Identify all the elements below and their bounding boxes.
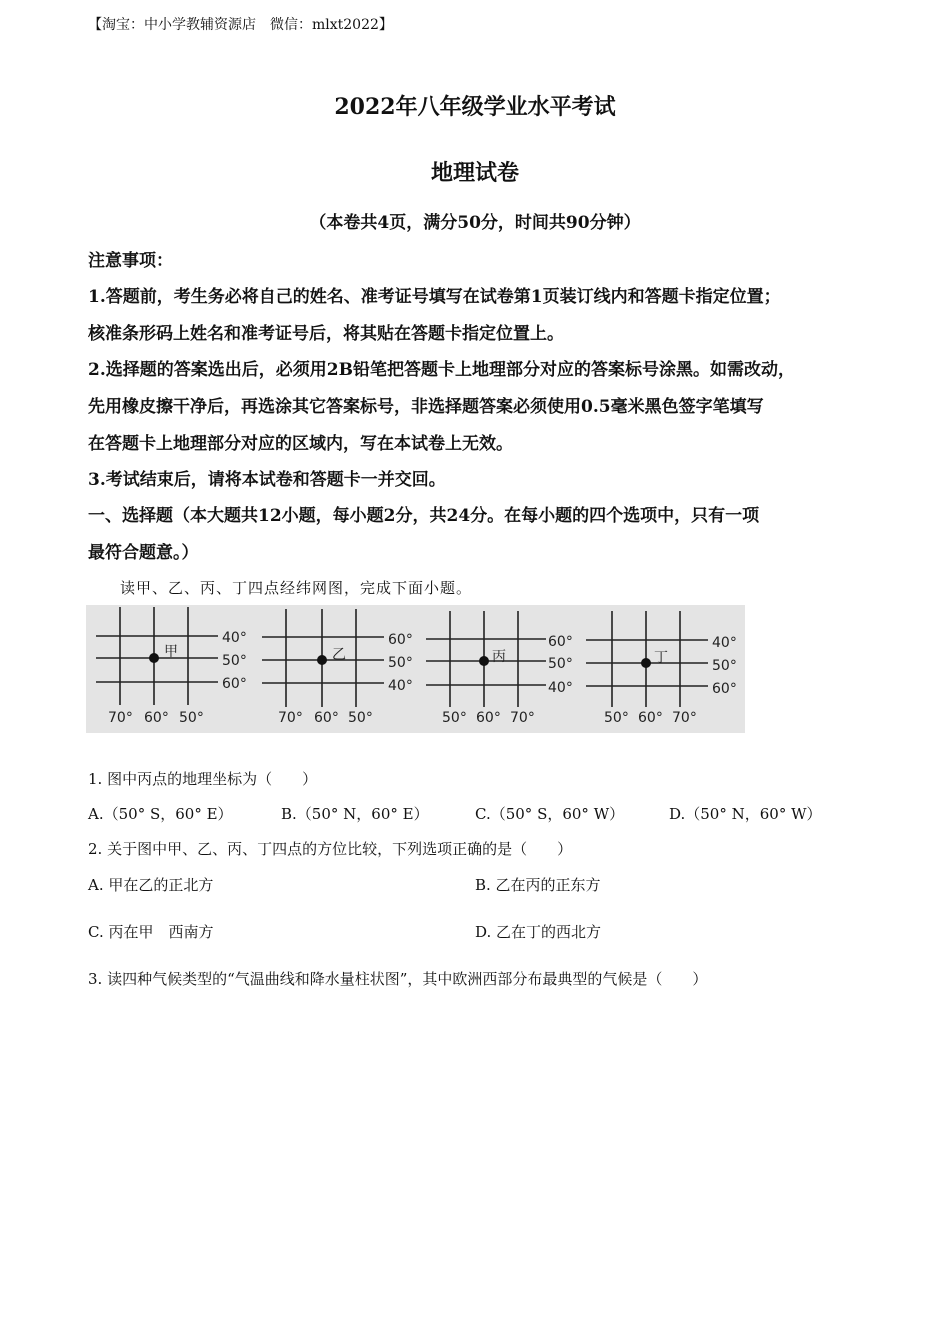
lon-label: 70° <box>672 710 697 726</box>
question-3-stem: 3. 读四种气候类型的“气温曲线和降水量柱状图”，其中欧洲西部分布最典型的气候是（ ） <box>88 970 708 988</box>
lat-label: 50° <box>222 653 247 669</box>
question-1-stem: 1. 图中丙点的地理坐标为（ ） <box>88 770 318 788</box>
lon-label: 60° <box>144 710 169 726</box>
lon-label: 70° <box>510 710 535 726</box>
question-intro: 读甲、乙、丙、丁四点经纬网图，完成下面小题。 <box>120 579 473 597</box>
notice-line: 3.考试结束后，请将本试卷和答题卡一并交回。 <box>88 470 446 490</box>
lat-label: 60° <box>222 676 247 692</box>
exam-title: 2022年八年级学业水平考试 <box>334 94 616 120</box>
lon-label: 70° <box>278 710 303 726</box>
point-label: 乙 <box>332 647 346 663</box>
lon-label: 70° <box>108 710 133 726</box>
lat-label: 40° <box>548 680 573 696</box>
point-dot-ding <box>641 658 651 668</box>
lat-label: 40° <box>222 630 247 646</box>
lat-label: 50° <box>712 658 737 674</box>
notice-line: 2.选择题的答案选出后，必须用2B铅笔把答题卡上地理部分对应的答案标号涂黑。如需改动， <box>88 360 795 380</box>
notice-line: 先用橡皮擦干净后，再选涂其它答案标号，非选择题答案必须使用0.5毫米黑色签字笔填写 <box>88 397 764 417</box>
notice-title: 注意事项： <box>88 251 173 271</box>
lat-label: 50° <box>548 656 573 672</box>
lat-label: 40° <box>712 635 737 651</box>
lon-label: 50° <box>604 710 629 726</box>
point-label: 丙 <box>492 649 506 665</box>
question-1-option-d: D.（50° N，60° W） <box>669 805 822 823</box>
lon-label: 50° <box>442 710 467 726</box>
lat-label: 50° <box>388 655 413 671</box>
point-dot-bing <box>479 656 489 666</box>
question-2-option-a: A. 甲在乙的正北方 <box>88 876 214 894</box>
question-2-option-d: D. 乙在丁的西北方 <box>475 923 602 941</box>
question-2-option-b: B. 乙在丙的正东方 <box>475 876 601 894</box>
notice-line: 核准条形码上姓名和准考证号后，将其贴在答题卡指定位置上。 <box>88 324 564 344</box>
question-2-option-c: C. 丙在甲 西南方 <box>88 923 214 941</box>
page-header: 【淘宝：中小学教辅资源店 微信：mlxt2022】 <box>88 17 393 33</box>
lon-label: 60° <box>314 710 339 726</box>
notice-line: 1.答题前，考生务必将自己的姓名、准考证号填写在试卷第1页装订线内和答题卡指定位置； <box>88 287 781 307</box>
lat-label: 60° <box>712 681 737 697</box>
exam-info: （本卷共4页，满分50分，时间共90分钟） <box>309 213 641 233</box>
section-heading: 最符合题意。） <box>88 543 199 563</box>
lon-label: 60° <box>476 710 501 726</box>
lat-label: 60° <box>548 634 573 650</box>
notice-line: 在答题卡上地理部分对应的区域内，写在本试卷上无效。 <box>88 434 513 454</box>
latlon-grid-figure <box>86 605 745 733</box>
exam-subtitle: 地理试卷 <box>430 160 519 186</box>
question-1-option-a: A.（50° S，60° E） <box>88 805 233 823</box>
lon-label: 60° <box>638 710 663 726</box>
question-1-option-c: C.（50° S，60° W） <box>475 805 625 823</box>
question-2-stem: 2. 关于图中甲、乙、丙、丁四点的方位比较，下列选项正确的是（ ） <box>88 840 573 858</box>
lat-label: 60° <box>388 632 413 648</box>
point-dot-yi <box>317 655 327 665</box>
lat-label: 40° <box>388 678 413 694</box>
point-label: 丁 <box>654 650 668 666</box>
question-1-option-b: B.（50° N，60° E） <box>281 805 429 823</box>
point-label: 甲 <box>164 644 178 660</box>
lon-label: 50° <box>179 710 204 726</box>
section-heading: 一、选择题（本大题共12小题，每小题2分，共24分。在每小题的四个选项中，只有一项 <box>88 506 760 526</box>
lon-label: 50° <box>348 710 373 726</box>
latlon-grid-svg <box>86 605 745 733</box>
point-dot-jia <box>149 653 159 663</box>
